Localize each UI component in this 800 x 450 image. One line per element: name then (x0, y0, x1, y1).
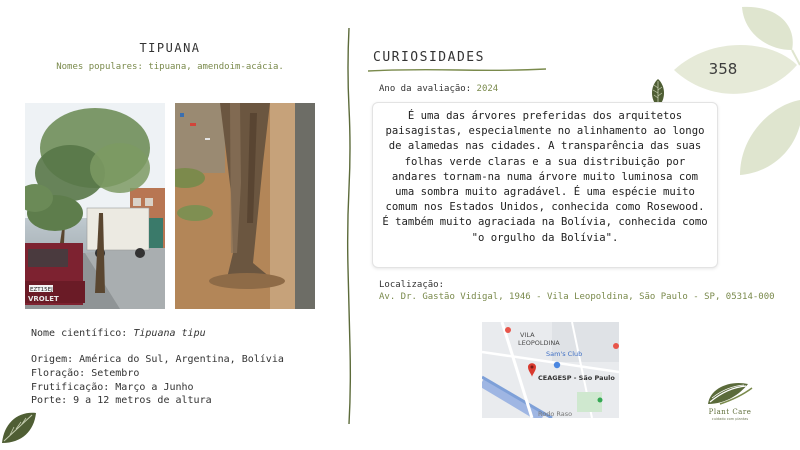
map-store-icon (554, 362, 560, 368)
tree-trunk-photo (175, 103, 315, 309)
page-divider (346, 28, 352, 424)
plant-title: TIPUANA (139, 41, 201, 55)
map-poi-icon (505, 327, 511, 333)
size-text: Porte: 9 a 12 metros de altura (31, 395, 212, 406)
evaluation-year (379, 84, 498, 94)
evaluation-year-label: Ano da avaliação: (379, 84, 477, 94)
map-road-label: Rodo Raso (538, 410, 573, 418)
map-store-label: Sam's Club (546, 350, 583, 358)
fruiting-text: Frutificação: Março a Junho (31, 382, 194, 393)
title-underline (368, 67, 546, 73)
page-number: 358 (708, 60, 738, 78)
map-neighborhood-1: VILA (520, 331, 535, 339)
popular-names: Nomes populares: tipuana, amendoim-acácia. (56, 62, 284, 72)
car-brand-text: VROLET (28, 295, 59, 303)
origin-text: Origem: América do Sul, Argentina, Bolívia (31, 354, 284, 365)
leaf-badge (672, 5, 800, 180)
leaf-icon (0, 405, 40, 445)
description-text: É uma das árvores preferidas dos arquitetos paisagistas, especialmente no alinhamento ao longo de alamedas nas cidades. A transparência das suas folhas verde claras e a sua distribuição por andares tornam-na numa árvore muito luminosa com uma sombra muito agradável. É uma espécie muito comum nos Estados Unidos, conhecida como Rosewood. É também muito agraciada na Bolívia, conhecida como "o orgulho da Bolívia". (382, 110, 708, 244)
brand-tagline: cuidado com plantas (711, 417, 749, 421)
scientific-name-label: Nome científico: (31, 328, 134, 339)
description-card (372, 102, 718, 268)
plant-care-logo (700, 378, 760, 408)
brand-name: Plant Care (708, 408, 752, 416)
location-label: Localização: (379, 280, 445, 290)
evaluation-year-value: 2024 (476, 84, 499, 94)
map-marker-label: CEAGESP - São Paulo (538, 374, 615, 382)
flowering-text: Floração: Setembro (31, 368, 140, 379)
map-neighborhood-2: LEOPOLDINA (518, 339, 560, 347)
location-address[interactable]: Av. Dr. Gastão Vidigal, 1946 - Vila Leopoldina, São Paulo - SP, 05314-000 (379, 292, 775, 302)
scientific-name-value: Tipuana tipu (133, 328, 206, 339)
location-map[interactable] (482, 322, 619, 418)
street-tree-photo (25, 103, 165, 309)
curiosities-title: CURIOSIDADES (373, 50, 485, 65)
scientific-name (31, 328, 206, 339)
map-poi-icon (613, 343, 619, 349)
car-plate-text: EZT15EJ (30, 287, 53, 293)
